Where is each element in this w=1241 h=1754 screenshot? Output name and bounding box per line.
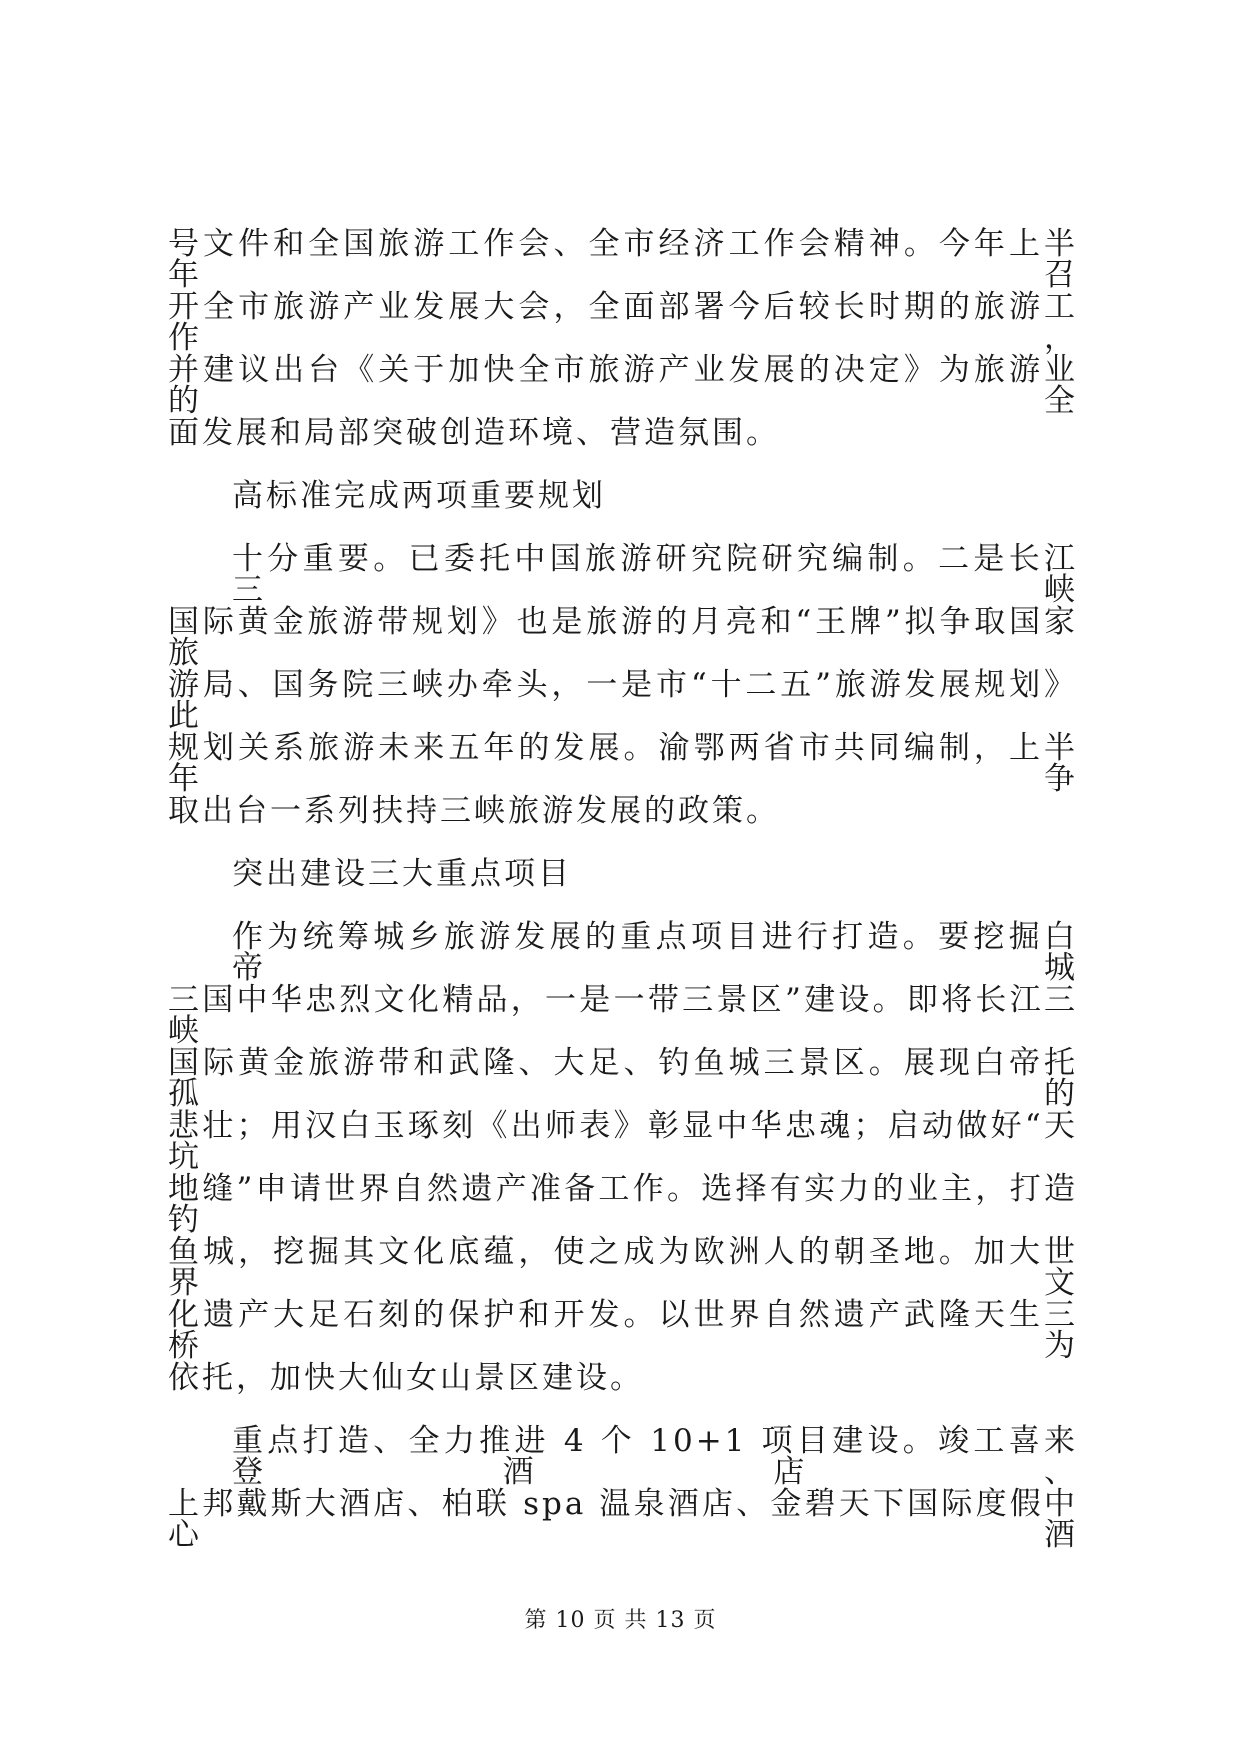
text-line: 号文件和全国旅游工作会、全市经济工作会精神。今年上半年召: [168, 226, 1078, 293]
text-line: 化遗产大足石刻的保护和开发。以世界自然遗产武隆天生三桥为: [168, 1297, 1078, 1364]
text-line: 国际黄金旅游带规划》也是旅游的月亮和“王牌”拟争取国家旅: [168, 604, 1078, 671]
text-line: 作为统筹城乡旅游发展的重点项目进行打造。要挖掘白帝城: [232, 919, 1078, 986]
text-line: 十分重要。已委托中国旅游研究院研究编制。二是长江三峡: [232, 541, 1078, 608]
text-line: 取出台一系列扶持三峡旅游发展的政策。: [168, 793, 780, 829]
text-line: 三国中华忠烈文化精品，一是一带三景区”建设。即将长江三峡: [168, 982, 1078, 1049]
text-line: 游局、国务院三峡办牵头，一是市“十二五”旅游发展规划》此: [168, 667, 1078, 734]
text-line: 上邦戴斯大酒店、柏联 spa 温泉酒店、金碧天下国际度假中心酒: [168, 1486, 1078, 1553]
text-line: 重点打造、全力推进 4 个 10+1 项目建设。竣工喜来登酒店、: [232, 1423, 1078, 1490]
text-line: 开全市旅游产业发展大会，全面部署今后较长时期的旅游工作，: [168, 289, 1078, 356]
text-line: 国际黄金旅游带和武隆、大足、钓鱼城三景区。展现白帝托孤的: [168, 1045, 1078, 1112]
section-heading: 突出建设三大重点项目: [232, 856, 572, 892]
text-line: 面发展和局部突破创造环境、营造氛围。: [168, 415, 780, 451]
text-line: 依托，加快大仙女山景区建设。: [168, 1360, 644, 1396]
text-line: 悲壮；用汉白玉琢刻《出师表》彰显中华忠魂；启动做好“天坑: [168, 1108, 1078, 1175]
section-heading: 高标准完成两项重要规划: [232, 478, 606, 514]
text-line: 地缝”申请世界自然遗产准备工作。选择有实力的业主，打造钓: [168, 1171, 1078, 1238]
document-body: [168, 226, 1078, 1553]
text-line: 鱼城，挖掘其文化底蕴，使之成为欧洲人的朝圣地。加大世界文: [168, 1234, 1078, 1301]
text-line: 规划关系旅游未来五年的发展。渝鄂两省市共同编制，上半年争: [168, 730, 1078, 797]
text-line: 并建议出台《关于加快全市旅游产业发展的决定》为旅游业的全: [168, 352, 1078, 419]
page-number-footer: 第 10 页 共 13 页: [524, 1608, 717, 1633]
